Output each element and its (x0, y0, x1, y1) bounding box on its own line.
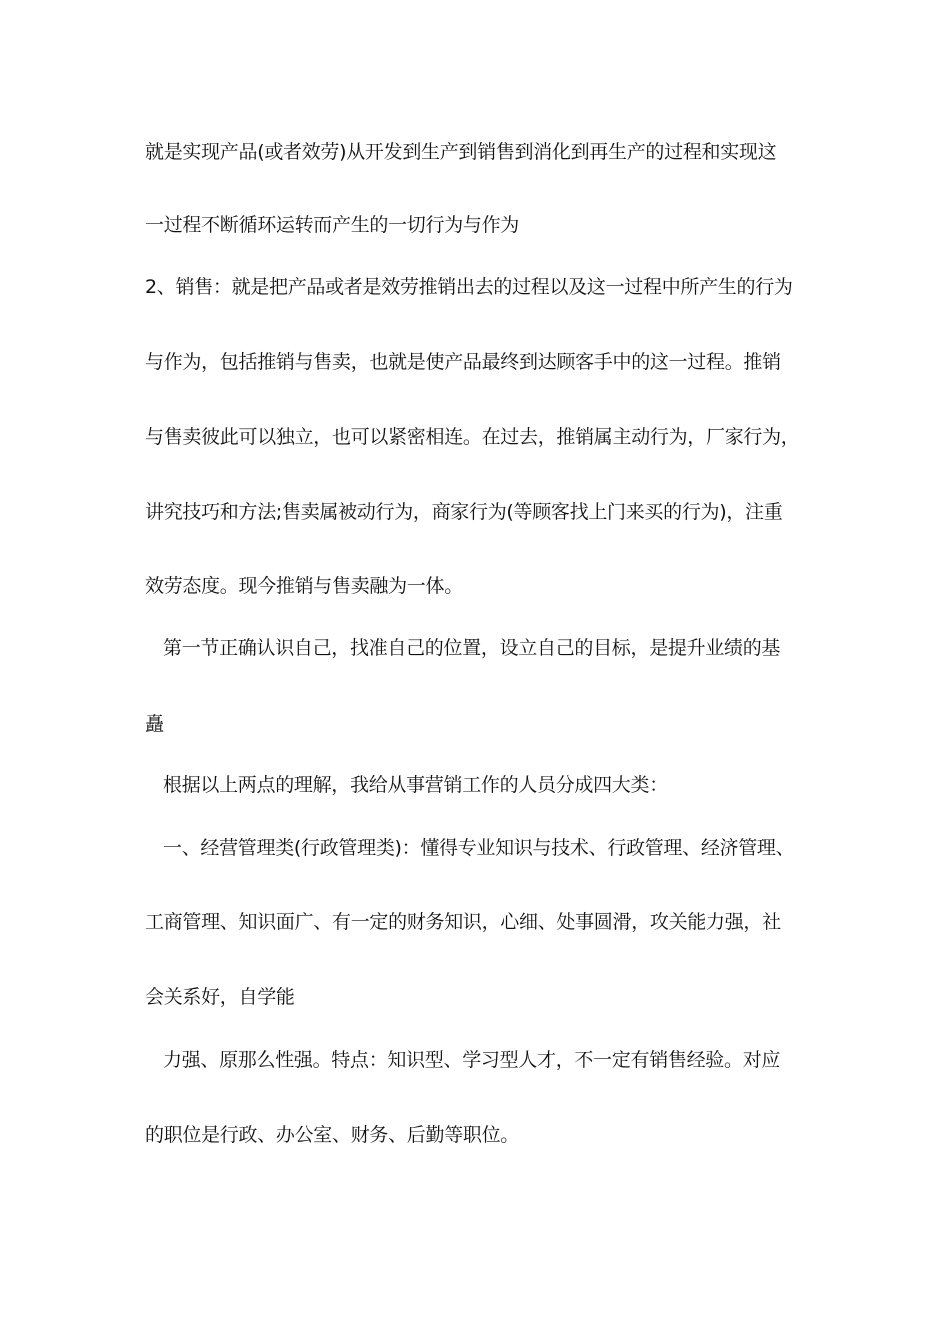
paragraph-line: 一过程不断循环运转而产生的一切行为与作为 (145, 214, 520, 236)
paragraph-line: 效劳态度。现今推销与售卖融为一体。 (145, 575, 463, 597)
paragraph-line: 与作为，包括推销与售卖，也就是使产品最终到达顾客手中的这一过程。推销 (145, 351, 781, 373)
paragraph-line: 根据以上两点的理解，我给从事营销工作的人员分成四大类： (163, 774, 668, 796)
paragraph-line: 与售卖彼此可以独立，也可以紧密相连。在过去，推销属主动行为，厂家行为， (145, 426, 800, 448)
paragraph-line: 2、销售：就是把产品或者是效劳推销出去的过程以及这一过程中所产生的行为 (145, 276, 793, 298)
paragraph-line: 讲究技巧和方法;售卖属被动行为，商家行为(等顾客找上门来买的行为)，注重 (145, 501, 783, 523)
list-item-line: 会关系好，自学能 (145, 986, 295, 1008)
list-item-line: 一、经营管理类(行政管理类)：懂得专业知识与技术、行政管理、经济管理、 (163, 837, 795, 859)
paragraph-line: 就是实现产品(或者效劳)从开发到生产到销售到消化到再生产的过程和实现这 (145, 141, 777, 163)
section-heading-line: 矗 (145, 713, 164, 735)
section-heading-line: 第一节正确认识自己，找准自己的位置，设立自己的目标，是提升业绩的基 (163, 637, 781, 659)
list-item-line: 工商管理、知识面广、有一定的财务知识，心细、处事圆滑，攻关能力强，社 (145, 911, 781, 933)
paragraph-line: 力强、原那么性强。特点：知识型、学习型人才，不一定有销售经验。对应 (163, 1049, 781, 1071)
paragraph-line: 的职位是行政、办公室、财务、后勤等职位。 (145, 1124, 520, 1146)
